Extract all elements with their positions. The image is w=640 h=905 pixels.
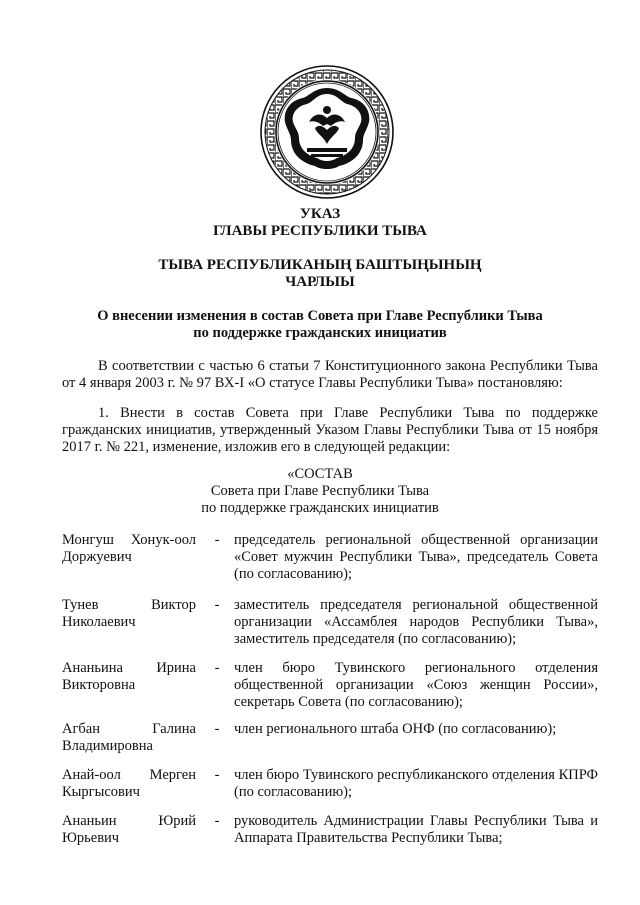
member-name bbox=[62, 597, 196, 631]
header-tyv-line2: ЧАРЛЫЫ bbox=[285, 274, 355, 290]
member-given-name: Виктор bbox=[151, 597, 196, 613]
member-surname: Тунев bbox=[62, 597, 99, 613]
composition-heading-line1: «СОСТАВ bbox=[287, 466, 353, 482]
header-tyv bbox=[0, 257, 640, 291]
member-given-name: Юрий bbox=[158, 813, 196, 829]
clause-1-text: 1. Внести в состав Совета при Главе Республики Тыва по поддержке гражданских инициатив, утвержденный Указом Главы Республики Тыва от 15 ноября 2017 г. № 221, изменение, изложив его в следующей редакции: bbox=[62, 405, 598, 455]
member-surname: Монгуш bbox=[62, 532, 114, 548]
member-dash: - bbox=[214, 813, 220, 829]
composition-heading bbox=[0, 466, 640, 517]
member-patronymic: Юрьевич bbox=[62, 830, 120, 846]
member-role: член бюро Тувинского регионального отделения общественной организации «Союз женщин России», секретарь Совета (по согласованию); bbox=[234, 660, 598, 710]
tuva-coat-of-arms-emblem bbox=[259, 64, 395, 200]
preamble-paragraph bbox=[62, 358, 598, 392]
decree-title bbox=[60, 308, 580, 342]
member-role: руководитель Администрации Главы Республики Тыва и Аппарата Правительства Республики Тыва; bbox=[234, 813, 598, 846]
clause-1-paragraph bbox=[62, 405, 598, 456]
member-patronymic: Кыргысович bbox=[62, 784, 140, 800]
member-surname: Анай-оол bbox=[62, 767, 121, 783]
member-surname: Ананьин bbox=[62, 813, 117, 829]
member-dash: - bbox=[214, 767, 220, 783]
decree-title-line2: по поддержке гражданских инициатив bbox=[193, 325, 447, 341]
member-dash: - bbox=[214, 597, 220, 613]
member-name bbox=[62, 813, 196, 847]
header-tyv-line1: ТЫВА РЕСПУБЛИКАНЫҢ БАШТЫҢЫНЫҢ bbox=[158, 257, 482, 273]
preamble-text: В соответствии с частью 6 статьи 7 Конституционного закона Республики Тыва от 4 января 2003 г. № 97 ВХ-I «О статусе Главы Республики Тыва» постановляю: bbox=[62, 358, 598, 391]
composition-heading-line3: по поддержке гражданских инициатив bbox=[201, 500, 439, 516]
member-given-name: Мерген bbox=[149, 767, 196, 783]
member-patronymic: Владимировна bbox=[62, 738, 153, 754]
member-role: заместитель председателя региональной общественной организации «Ассамблея народов Республики Тыва», заместитель председателя (по согласованию); bbox=[234, 597, 598, 647]
member-dash: - bbox=[214, 660, 220, 676]
member-role: председатель региональной общественной организации «Совет мужчин Республики Тыва», председатель Совета (по согласованию); bbox=[234, 532, 598, 582]
decree-title-line1: О внесении изменения в состав Совета при Главе Республики Тыва bbox=[97, 308, 543, 324]
member-role: член бюро Тувинского республиканского отделения КПРФ (по согласованию); bbox=[234, 767, 598, 800]
member-dash: - bbox=[214, 532, 220, 548]
member-given-name: Галина bbox=[152, 721, 196, 737]
member-surname: Агбан bbox=[62, 721, 100, 737]
member-patronymic: Николаевич bbox=[62, 614, 136, 630]
member-name bbox=[62, 767, 196, 801]
member-name bbox=[62, 660, 196, 694]
header-ru-line2: ГЛАВЫ РЕСПУБЛИКИ ТЫВА bbox=[213, 223, 427, 239]
member-dash: - bbox=[214, 721, 220, 737]
member-patronymic: Викторовна bbox=[62, 677, 136, 693]
header-ru-line1: УКАЗ bbox=[299, 206, 341, 222]
member-name bbox=[62, 532, 196, 566]
header-ru bbox=[0, 206, 640, 240]
member-surname: Ананьина bbox=[62, 660, 123, 676]
composition-heading-line2: Совета при Главе Республики Тыва bbox=[210, 483, 430, 499]
member-given-name: Ирина bbox=[156, 660, 196, 676]
member-patronymic: Доржуевич bbox=[62, 549, 132, 565]
member-given-name: Хонук-оол bbox=[130, 532, 196, 548]
member-name bbox=[62, 721, 196, 755]
member-role: член регионального штаба ОНФ (по согласованию); bbox=[234, 721, 557, 737]
